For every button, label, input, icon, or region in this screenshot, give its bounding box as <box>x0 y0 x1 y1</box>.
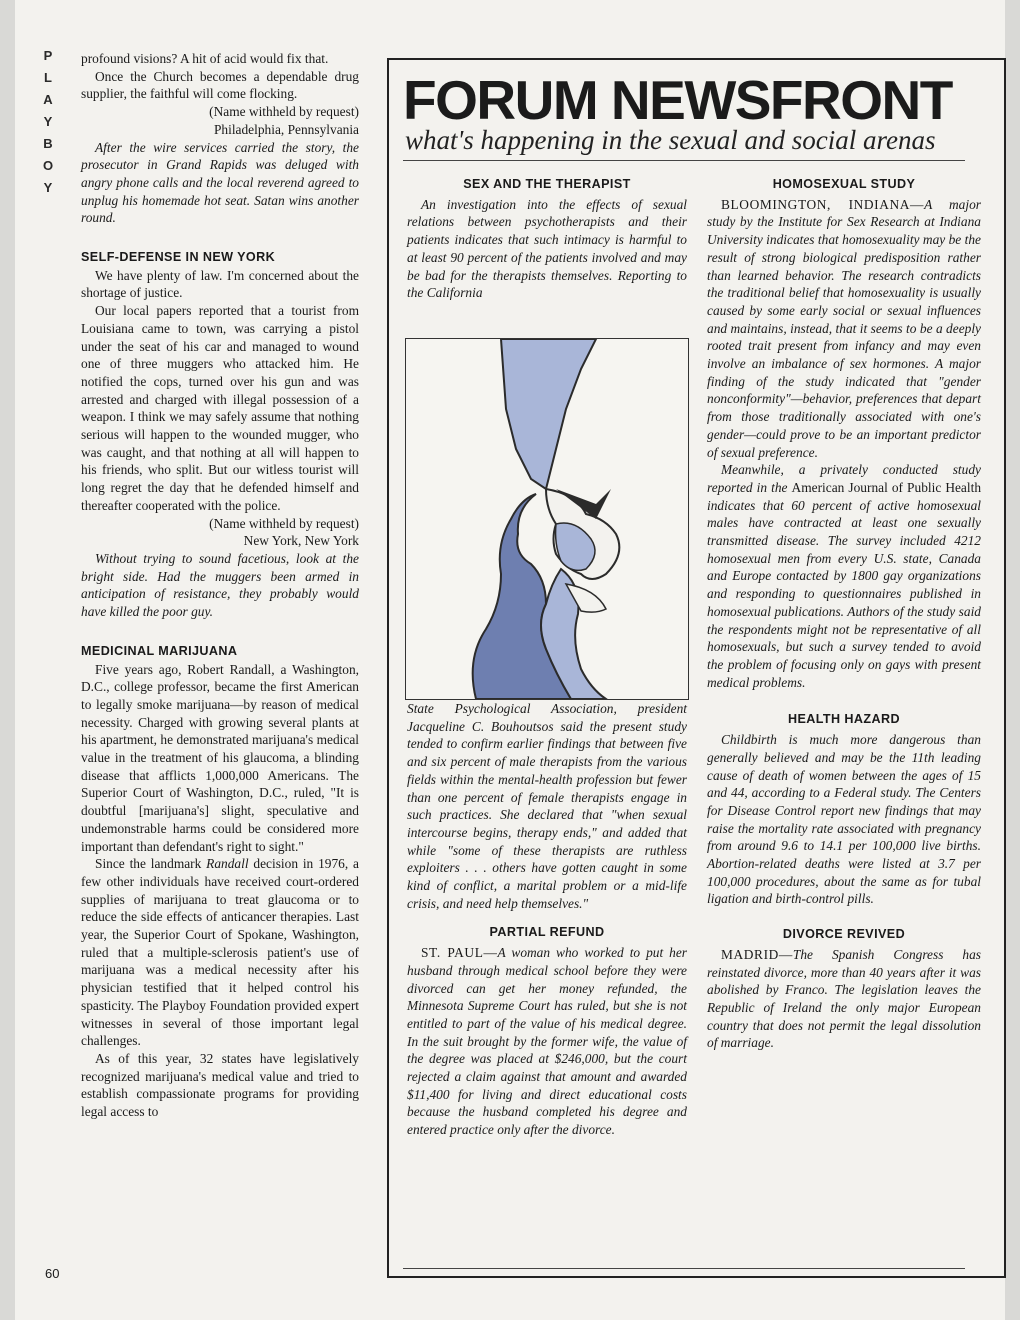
forum-column-middle-bottom <box>407 700 687 1139</box>
kissing-faces-illustration <box>405 338 689 700</box>
masthead-letter: B <box>43 136 53 151</box>
journal-name: American Journal of Public Health <box>791 479 982 495</box>
letter-signature-place: Philadelphia, Pennsylvania <box>213 121 359 137</box>
section-heading: DIVORCE REVIVED <box>782 927 906 942</box>
section-heading: SEX AND THE THERAPIST <box>463 177 631 191</box>
letter-paragraph: As of this year, 32 states have legislatively recognized marijuana's medical value and tried to establish compassionate programs for providing legal access to <box>81 1050 359 1120</box>
section-heading: PARTIAL REFUND <box>489 925 605 940</box>
article-paragraph <box>707 461 981 691</box>
article-paragraph: Childbirth is much more dangerous than generally believed and may be the 11th leading cause of death of women between the ages of 15 and 44, according to a Federal study. The Centers for Disease Control report new findings that may raise the mortality rate associated with pregnancy from around 9.6 to 14.1 per 100,000 live births. Abortion-related deaths were listed at 3.7 per 100,000 procedures, about the same as for tubal ligation and birth-control pills. <box>707 732 981 907</box>
text-run: The Spanish Congress has reinstated divorce, more than 40 years after it was abolished by Franco. The legislation leaves the Republic of Ireland the only major European country that does not permit the legal dissolution of marriage. <box>707 946 981 1051</box>
article-paragraph: State Psychological Association, president Jacqueline C. Bouhoutsos said the present study tended to confirm earlier findings that between five and six percent of male therapists from the various fields within the mental-health profession but fewer than one percent of female therapists engage in such practices. She declared that "when sexual intercourse begins, therapy ends," and added that while "some of these therapists are ruthless exploiters . . . others have gotten caught in some kind of conflict, a marital problem or a mid-life crisis, and need help themselves." <box>407 701 687 911</box>
editor-reply: After the wire services carried the story, the prosecutor in Grand Rapids was deluged with angry phone calls and the local reverend agreed to unplug his homemade hot seat. Satan wins another round. <box>81 139 359 226</box>
masthead-letter: O <box>42 158 54 173</box>
letter-paragraph: Our local papers reported that a tourist from Louisiana came to town, was carrying a pistol under the seat of his car and managed to wound one of three muggers who attacked him. He notified the cops, turned over his gun and was arrested and charged with illegal possession of a weapon. I think we may safely assume that nothing serious will happen to the wounded mugger, who was caught, and that nothing at all will happen to his friends, who split. But our witless tourist will long regret the day that he defended himself and thereafter cooperated with the police. <box>81 303 359 513</box>
editor-reply: Without trying to sound facetious, look at the bright side. Had the muggers been armed in anticipation of resistance, they probably would have killed the poor guy. <box>81 550 359 620</box>
masthead-letter: Y <box>43 114 53 129</box>
divider <box>403 160 965 161</box>
article-paragraph: An investigation into the effects of sexual relations between psychotherapists and their patients indicates that such intimacy is harmful to at least 90 percent of the patients involved and may be bad for the therapists themselves. Reporting to the California <box>407 196 687 301</box>
text-run: A major study by the Institute for Sex Research at Indiana University indicates that homosexuality may be the result of strong biological predisposition rather than learned behavior. The research contradicts the traditional belief that homosexuality is usually caused by some early social or sexual influences and maintains, instead, that it seems to be a deeply rooted trait present from infancy and may even involve an imbalance of sex hormones. A major finding of the study indicated that "gender nonconformity"—behavior, preferences that depart from those traditionally associated with one's gender—could prove to be an important predictor of sexual preference. <box>707 196 981 460</box>
section-heading: HEALTH HAZARD <box>787 712 900 727</box>
section-heading: HOMOSEXUAL STUDY <box>772 177 916 191</box>
dateline: BLOOMINGTON, INDIANA— <box>721 196 925 212</box>
masthead-letter: Y <box>43 180 53 195</box>
text-run: A woman who worked to put her husband through medical school before they were divorced can get her money refunded, the Minnesota Supreme Court has ruled, but she is not entitled to part of the value of his medical degree. In the suit brought by the former wife, the value of the degree was placed at $246,000, but the court rejected a claim against that amount and awarded $11,400 for living and direct educational costs because the husband completed his degree and entered practice only after the divorce. <box>407 945 687 1138</box>
page-number: 60 <box>45 1266 60 1281</box>
text-run: Meanwhile, a privately conducted study reported in the <box>707 462 981 495</box>
article-paragraph <box>707 196 981 462</box>
forum-column-middle-top <box>407 176 687 302</box>
section-heading: SELF-DEFENSE IN NEW YORK <box>81 250 276 265</box>
masthead-letter: P <box>43 48 53 63</box>
case-name: Randall <box>206 856 249 872</box>
letter-signature-name: (Name withheld by request) <box>209 515 359 531</box>
letter-paragraph <box>81 855 359 1050</box>
dateline: ST. PAUL— <box>421 945 498 961</box>
letter-signature-place: New York, New York <box>243 533 359 549</box>
masthead-letter: L <box>44 70 52 85</box>
text-run: Since the landmark <box>95 856 207 872</box>
illustration-icon <box>406 339 688 699</box>
letter-paragraph: profound visions? A hit of acid would fix that. <box>81 51 329 66</box>
letter-paragraph: Once the Church becomes a dependable drug supplier, the faithful will come flocking. <box>81 68 359 102</box>
section-heading: MEDICINAL MARIJUANA <box>81 643 238 658</box>
letter-paragraph: Five years ago, Robert Randall, a Washington, D.C., college professor, became the first American to legally smoke marijuana—by reason of medical necessity. Charged with growing several plants at his apartment, he demonstrated marijuana's medical value in the treatment of his glaucoma, a blinding disease that afflicts 1,000,000 Americans. The Superior Court of Washington, D.C., ruled, "It is doubtful [marijuana's] slight, speculative and undemonstrable harms could be considered more important than defendant's right to sight." <box>81 661 359 854</box>
masthead-letter: A <box>43 92 53 107</box>
letters-column <box>81 50 359 1121</box>
article-paragraph <box>407 944 687 1139</box>
forum-column-right <box>707 176 981 1052</box>
text-run: decision in 1976, a few other individuals have received court-ordered supplies of marijuana to treat glaucoma or to reduce the side effects of anticancer therapies. Last year, the Superior Court of Spokane, Washington, ruled that a multiple-sclerosis patient's use of marijuana was a medical necessity after his physician testified that it helped control his spasticity. The Playboy Foundation provided expert witnesses in several of those important legal challenges. <box>81 856 359 1049</box>
letter-paragraph: We have plenty of law. I'm concerned about the shortage of justice. <box>81 267 359 301</box>
letter-signature-name: (Name withheld by request) <box>209 104 359 120</box>
divider <box>403 1268 965 1269</box>
text-run: indicates that 60 percent of active homosexual males have contracted at least one sexually transmitted disease. The survey included 4212 homosexual men from every U.S. state, Canada and Europe contacted by 1800 gay organizations and responding to questionnaires published in homosexual publications. Authors of the study said the respondents might not be representative of all homosexuals, but such a survey tended to avoid the problem of focusing only on gays with present medical problems. <box>707 497 981 690</box>
article-paragraph <box>707 946 981 1052</box>
forum-subtitle: what's happening in the sexual and social arenas <box>405 125 936 155</box>
magazine-page <box>15 0 1005 1320</box>
forum-title: FORUM NEWSFRONT <box>403 69 952 131</box>
dateline: MADRID— <box>721 946 793 962</box>
